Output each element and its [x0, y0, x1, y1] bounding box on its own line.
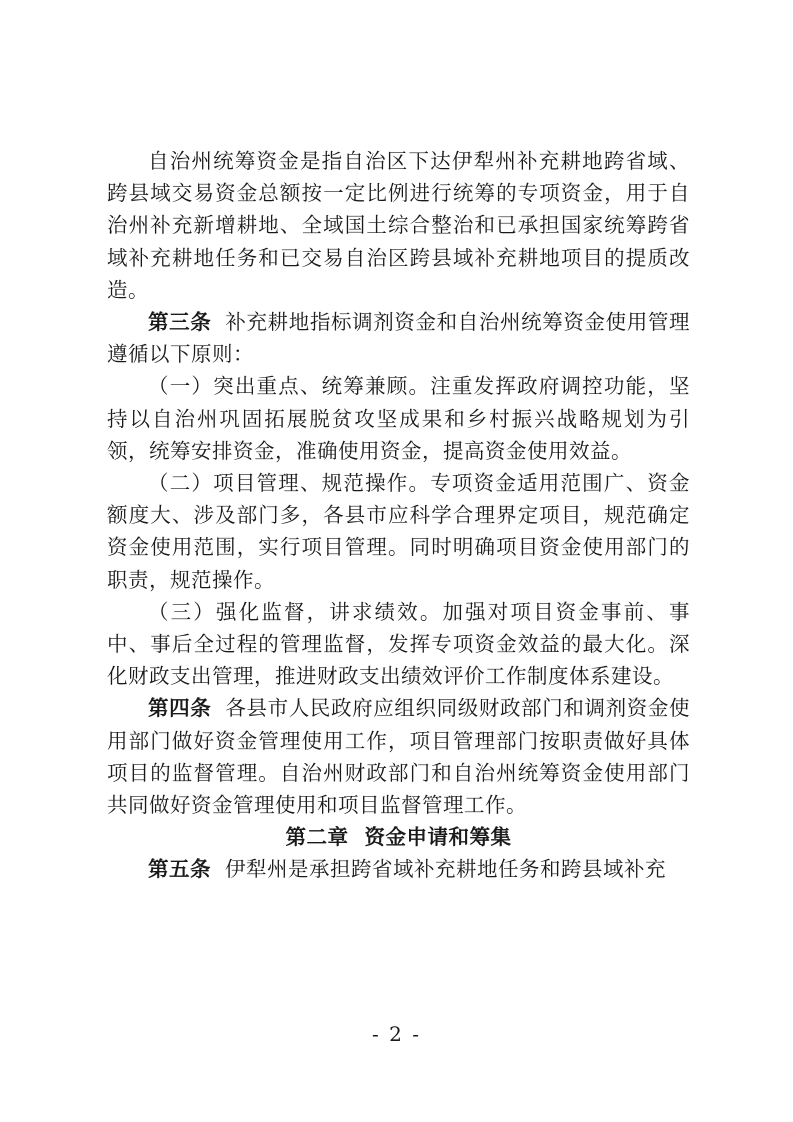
paragraph-coordinated-funds-definition	[107, 145, 690, 306]
chapter-title: 资金申请和筹集	[364, 825, 512, 850]
paragraph-text: （一）突出重点、统筹兼顾。注重发挥政府调控功能，坚持以自治州巩固拓展脱贫攻坚成果和乡村振兴战略规划为引领，统筹安排资金，准确使用资金，提高资金使用效益。	[107, 374, 690, 463]
principle-1	[107, 370, 690, 467]
paragraph-text: （三）强化监督，讲求绩效。加强对项目资金事前、事中、事后全过程的管理监督，发挥专项资金效益的最大化。深化财政支出管理，推进财政支出绩效评价工作制度体系建设。	[107, 599, 690, 689]
article-5	[107, 853, 690, 885]
principle-3	[107, 596, 690, 693]
article-text: 伊犁州是承担跨省域补充耕地任务和跨县域补充	[225, 857, 666, 882]
article-4	[107, 692, 690, 821]
document-body	[107, 145, 690, 886]
article-text: 各县市人民政府应组织同级财政部门和调剂资金使用部门做好资金管理使用工作，项目管理部门按职责做好具体项目的监督管理。自治州财政部门和自治州统筹资金使用部门共同做好资金管理使用和项目监督管理工作。	[107, 696, 690, 818]
article-label: 第四条	[148, 696, 212, 721]
article-text: 补充耕地指标调剂资金和自治州统筹资金使用管理遵循以下原则：	[107, 310, 690, 367]
article-3	[107, 306, 690, 370]
article-label: 第五条	[148, 857, 211, 882]
page-number: - 2 -	[372, 1022, 421, 1046]
article-label: 第三条	[148, 310, 212, 335]
paragraph-text: 自治州统筹资金是指自治区下达伊犁州补充耕地跨省域、跨县域交易资金总额按一定比例进行统筹的专项资金，用于自治州补充新增耕地、全域国土综合整治和已承担国家统筹跨省域补充耕地任务和已交易自治区跨县域补充耕地项目的提质改造。	[107, 149, 690, 302]
chapter-number: 第二章	[285, 825, 349, 850]
chapter-heading	[107, 821, 690, 853]
paragraph-text: （二）项目管理、规范操作。专项资金适用范围广、资金额度大、涉及部门多，各县市应科学合理界定项目，规范确定资金使用范围，实行项目管理。同时明确项目资金使用部门的职责，规范操作。	[107, 471, 690, 592]
principle-2	[107, 467, 690, 596]
